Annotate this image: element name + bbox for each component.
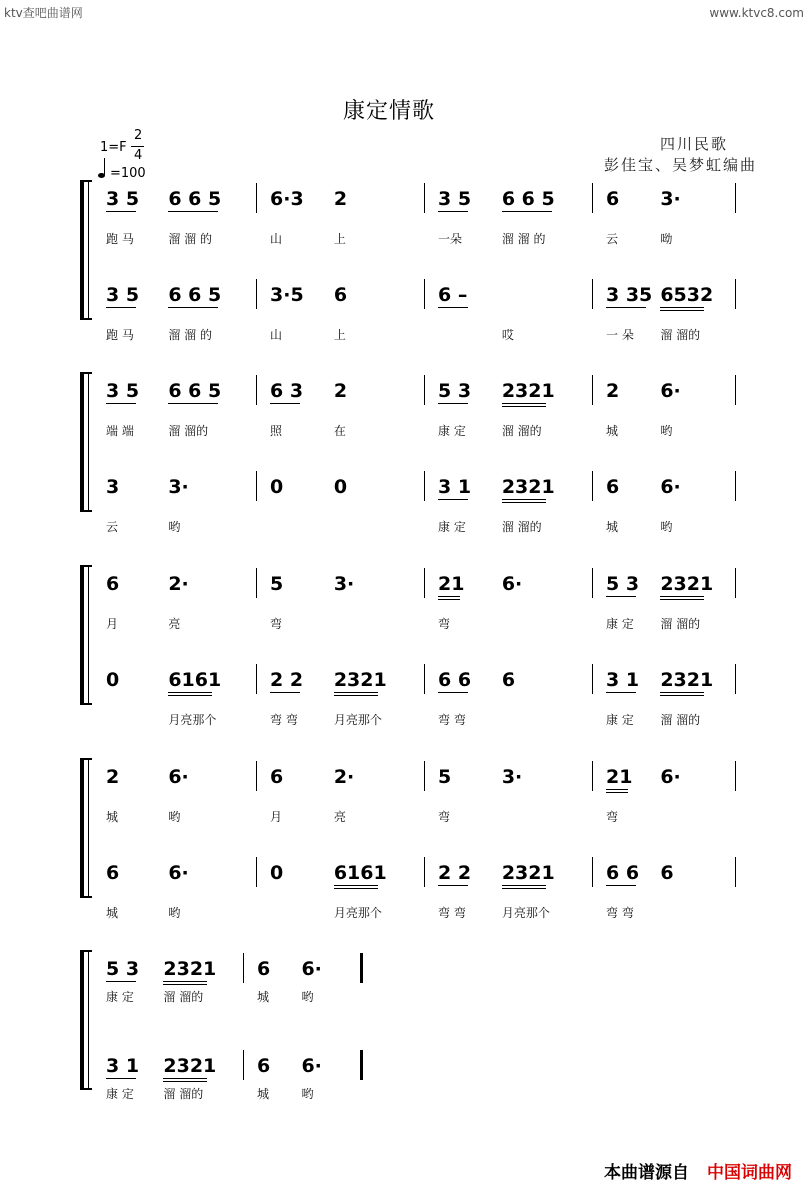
lyric-text: 哎 [501, 328, 514, 342]
lyric-text: 溜 溜的 [163, 1087, 204, 1101]
beam-line [606, 596, 636, 597]
barline [735, 568, 736, 598]
beam-line [168, 692, 212, 693]
system-bracket [80, 758, 84, 898]
lyric-text: 城 [606, 424, 619, 438]
lyric-text: 哟 [301, 990, 314, 1004]
note-beat: 6 6 [438, 669, 472, 691]
note-beat: 3 5 [106, 284, 140, 306]
key-signature: 1=F [100, 140, 127, 155]
note-beat: 6 6 5 [168, 284, 222, 306]
note-beat: 6161 [333, 862, 387, 884]
barline [424, 761, 425, 791]
system-line [88, 372, 89, 512]
system-bracket [80, 950, 84, 1090]
lyric-text: 溜 溜的 [163, 990, 204, 1004]
lyric-text: 跑 马 [106, 232, 134, 246]
page-title: 康定情歌 [343, 99, 436, 124]
lyric-text: 溜 溜的 [168, 424, 209, 438]
lyric-text: 弯 [438, 617, 451, 631]
lyric-text: 城 [257, 1087, 270, 1101]
credit-origin: 四川民歌 [660, 135, 729, 153]
lyric-text: 照 [270, 424, 283, 438]
system-bracket [80, 565, 84, 705]
beam-line [438, 499, 468, 500]
lyric-text: 城 [606, 520, 619, 534]
barline [424, 279, 425, 309]
bracket-cap-top [80, 950, 92, 952]
lyric-text: 弯 [606, 810, 619, 824]
lyric-text: 弯 [270, 617, 283, 631]
bracket-cap-top [80, 758, 92, 760]
watermark-left: ktv查吧曲谱网 [4, 6, 83, 20]
note-beat: 2321 [501, 862, 555, 884]
barline [735, 375, 736, 405]
lyric-text: 哟 [660, 520, 673, 534]
beam-line [163, 981, 207, 982]
note-beat: 2321 [163, 958, 217, 980]
lyric-text: 一 朵 [606, 328, 634, 342]
barline [424, 857, 425, 887]
note-beat: 3 1 [438, 476, 472, 498]
barline [735, 761, 736, 791]
lyric-text: 弯 弯 [270, 713, 298, 727]
beam-line [438, 307, 468, 308]
note-beat: 2· [168, 573, 189, 595]
lyric-text: 端 端 [106, 424, 134, 438]
lyric-text: 亮 [168, 617, 181, 631]
bracket-cap-bottom [80, 318, 92, 320]
note-beat: 3· [501, 766, 523, 788]
lyric-text: 康 定 [438, 520, 466, 534]
barline [592, 857, 593, 887]
lyric-text: 山 [270, 328, 283, 342]
beam-line [168, 211, 218, 212]
barline [735, 664, 736, 694]
beam-line [438, 211, 468, 212]
lyric-text: 云 [606, 232, 619, 246]
note-beat: 3 [106, 476, 120, 498]
lyric-text: 云 [106, 520, 119, 534]
lyric-text: 在 [333, 424, 346, 438]
note-beat: 2 [333, 380, 348, 402]
beam-line [106, 403, 136, 404]
beam-line [660, 692, 704, 693]
time-signature-bottom: 4 [134, 148, 143, 163]
lyric-text: 城 [106, 810, 119, 824]
barline [256, 279, 257, 309]
note-beat: 2321 [660, 573, 714, 595]
beam-line [502, 885, 546, 886]
lyric-text: 溜 溜的 [660, 328, 701, 342]
note-beat: 21 [606, 766, 633, 788]
note-beat: 2 [106, 766, 120, 788]
note-beat: 6 [257, 958, 271, 980]
beam-line-2 [168, 695, 212, 696]
note-beat: 6 [501, 669, 516, 691]
lyric-text: 月亮那个 [333, 906, 382, 920]
note-beat: 6 [106, 573, 120, 595]
barline [256, 375, 257, 405]
system-bracket [80, 180, 84, 320]
lyric-text: 溜 溜 的 [168, 232, 212, 246]
bracket-cap-bottom [80, 703, 92, 705]
lyric-text: 跑 马 [106, 328, 134, 342]
note-beat: 2 2 [438, 862, 472, 884]
beam-line [606, 885, 636, 886]
barline [256, 857, 257, 887]
final-barline [360, 953, 363, 983]
barline [592, 279, 593, 309]
barline [256, 761, 257, 791]
note-beat: 6 3 [270, 380, 304, 402]
lyric-text: 弯 弯 [606, 906, 634, 920]
beam-line-2 [502, 502, 546, 503]
lyric-text: 月亮那个 [501, 906, 550, 920]
note-beat: 6·3 [270, 188, 304, 210]
note-beat: 6· [301, 958, 322, 980]
note-beat: 6· [168, 766, 189, 788]
barline [592, 761, 593, 791]
beam-line [270, 692, 300, 693]
lyric-text: 溜 溜的 [660, 617, 701, 631]
lyric-text: 溜 溜的 [501, 424, 542, 438]
note-beat: 3·5 [270, 284, 304, 306]
beam-line [270, 403, 300, 404]
final-barline [360, 1050, 363, 1080]
system-line [88, 565, 89, 705]
note-beat: 6 [257, 1055, 271, 1077]
lyric-text: 月 [106, 617, 119, 631]
beam-line [106, 981, 136, 982]
beam-line [334, 885, 378, 886]
lyric-text: 溜 溜 的 [168, 328, 212, 342]
lyric-text: 溜 溜的 [501, 520, 542, 534]
beam-line-2 [334, 888, 378, 889]
watermark-right: www.ktvc8.com [709, 6, 804, 20]
lyric-text: 哟 [168, 810, 181, 824]
barline [256, 183, 257, 213]
note-beat: 5 [270, 573, 284, 595]
note-beat: 3 1 [606, 669, 640, 691]
lyric-text: 溜 溜 的 [501, 232, 546, 246]
beam-line [438, 885, 468, 886]
note-beat: 5 3 [606, 573, 640, 595]
barline [735, 279, 736, 309]
barline [243, 953, 244, 983]
lyric-text: 溜 溜的 [660, 713, 701, 727]
beam-line [606, 789, 628, 790]
note-beat: 0 [333, 476, 348, 498]
note-beat: 6· [301, 1055, 322, 1077]
beam-line-2 [660, 695, 704, 696]
note-beat: 0 [270, 476, 284, 498]
footer-source-name: 中国词曲网 [707, 1163, 792, 1183]
note-beat: 6· [501, 573, 523, 595]
note-beat: 3 35 [606, 284, 653, 306]
lyric-text: 康 定 [606, 713, 634, 727]
note-beat: 6 [333, 284, 348, 306]
note-beat: 6 [606, 188, 620, 210]
note-beat: 6 6 5 [168, 380, 222, 402]
note-beat: 2321 [163, 1055, 217, 1077]
beam-line-2 [502, 888, 546, 889]
note-beat: 3· [168, 476, 189, 498]
time-signature-line [131, 146, 144, 147]
beam-line [168, 403, 218, 404]
note-beat: 2· [333, 766, 355, 788]
barline [424, 375, 425, 405]
barline [424, 568, 425, 598]
lyric-text: 呦 [660, 232, 673, 246]
lyric-text: 哟 [660, 424, 673, 438]
bracket-cap-bottom [80, 510, 92, 512]
note-beat: 5 [438, 766, 452, 788]
lyric-text: 哟 [168, 906, 181, 920]
note-beat: 3 1 [106, 1055, 140, 1077]
note-beat: 2 [333, 188, 348, 210]
beam-line [502, 403, 546, 404]
beam-line [606, 692, 636, 693]
lyric-text: 月亮那个 [168, 713, 217, 727]
lyric-text: 康 定 [438, 424, 466, 438]
quarter-note-stem [104, 158, 105, 175]
system-line [88, 180, 89, 320]
lyric-text: 月亮那个 [333, 713, 382, 727]
lyric-text: 哟 [301, 1087, 314, 1101]
note-beat: 6161 [168, 669, 222, 691]
note-beat: 21 [438, 573, 465, 595]
beam-line-2 [502, 406, 546, 407]
barline [592, 664, 593, 694]
bracket-cap-top [80, 565, 92, 567]
lyric-text: 一朵 [438, 232, 463, 246]
beam-line [163, 1078, 207, 1079]
lyric-text: 上 [333, 328, 346, 342]
lyric-text: 康 定 [106, 990, 134, 1004]
barline [592, 375, 593, 405]
beam-line-2 [334, 695, 378, 696]
note-beat: 2321 [501, 380, 555, 402]
beam-line [106, 307, 136, 308]
beam-line-2 [438, 599, 460, 600]
note-beat: 3 5 [438, 188, 472, 210]
note-beat: 2321 [501, 476, 555, 498]
credit-arranger: 彭佳宝、吴梦虹编曲 [604, 156, 758, 174]
beam-line-2 [660, 599, 704, 600]
barline [256, 664, 257, 694]
note-beat: 0 [106, 669, 120, 691]
lyric-text: 亮 [333, 810, 346, 824]
note-beat: 0 [270, 862, 284, 884]
lyric-text: 城 [106, 906, 119, 920]
lyric-text: 弯 弯 [438, 713, 466, 727]
beam-line [660, 307, 704, 308]
bracket-cap-top [80, 372, 92, 374]
footer-source [604, 1158, 792, 1183]
beam-line [606, 307, 646, 308]
barline [256, 568, 257, 598]
beam-line [660, 596, 704, 597]
note-beat: 6· [168, 862, 189, 884]
note-beat: 6· [660, 766, 681, 788]
note-beat: 2 2 [270, 669, 304, 691]
note-beat: 6 [270, 766, 284, 788]
barline [424, 664, 425, 694]
bracket-cap-bottom [80, 896, 92, 898]
note-beat: 6 [606, 476, 620, 498]
note-beat: 6· [660, 476, 681, 498]
beam-line-2 [606, 792, 628, 793]
lyric-text: 弯 弯 [438, 906, 466, 920]
barline [735, 183, 736, 213]
lyric-text: 康 定 [606, 617, 634, 631]
note-beat: 5 3 [106, 958, 140, 980]
beam-line [438, 596, 460, 597]
barline [243, 1050, 244, 1080]
bracket-cap-top [80, 180, 92, 182]
barline [424, 183, 425, 213]
system-line [88, 950, 89, 1090]
note-beat: 3 5 [106, 380, 140, 402]
note-beat: 2321 [660, 669, 714, 691]
barline [256, 471, 257, 501]
beam-line [334, 692, 378, 693]
lyric-text: 上 [333, 232, 346, 246]
system-line [88, 758, 89, 898]
note-beat: 6 [106, 862, 120, 884]
note-beat: 3· [660, 188, 681, 210]
note-beat: 6 [660, 862, 674, 884]
beam-line [168, 307, 218, 308]
note-beat: 5 3 [438, 380, 472, 402]
note-beat: 6· [660, 380, 681, 402]
note-beat: 2 [606, 380, 620, 402]
beam-line-2 [163, 984, 207, 985]
bracket-cap-bottom [80, 1088, 92, 1090]
barline [735, 857, 736, 887]
note-beat: 6532 [660, 284, 714, 306]
tempo-mark: =100 [110, 166, 146, 181]
barline [592, 568, 593, 598]
note-beat: 2321 [333, 669, 387, 691]
system-bracket [80, 372, 84, 512]
beam-line [438, 403, 468, 404]
beam-line [502, 211, 552, 212]
lyric-text: 月 [270, 810, 283, 824]
beam-line [502, 499, 546, 500]
beam-line-2 [660, 310, 704, 311]
note-beat: 6 6 [606, 862, 640, 884]
barline [592, 471, 593, 501]
lyric-text: 城 [257, 990, 270, 1004]
beam-line-2 [163, 1081, 207, 1082]
note-beat: 3 5 [106, 188, 140, 210]
lyric-text: 弯 [438, 810, 451, 824]
lyric-text: 山 [270, 232, 283, 246]
barline [735, 471, 736, 501]
note-beat: 6 6 5 [168, 188, 222, 210]
note-beat: 3· [333, 573, 355, 595]
time-signature-top: 2 [134, 128, 143, 143]
lyric-text: 哟 [168, 520, 181, 534]
footer-source-label: 本曲谱源自 [604, 1163, 689, 1183]
barline [592, 183, 593, 213]
beam-line [106, 1078, 136, 1079]
beam-line [438, 692, 468, 693]
barline [424, 471, 425, 501]
note-beat: 6 6 5 [501, 188, 555, 210]
lyric-text: 康 定 [106, 1087, 134, 1101]
note-beat: 6 – [438, 284, 468, 306]
beam-line [106, 211, 136, 212]
